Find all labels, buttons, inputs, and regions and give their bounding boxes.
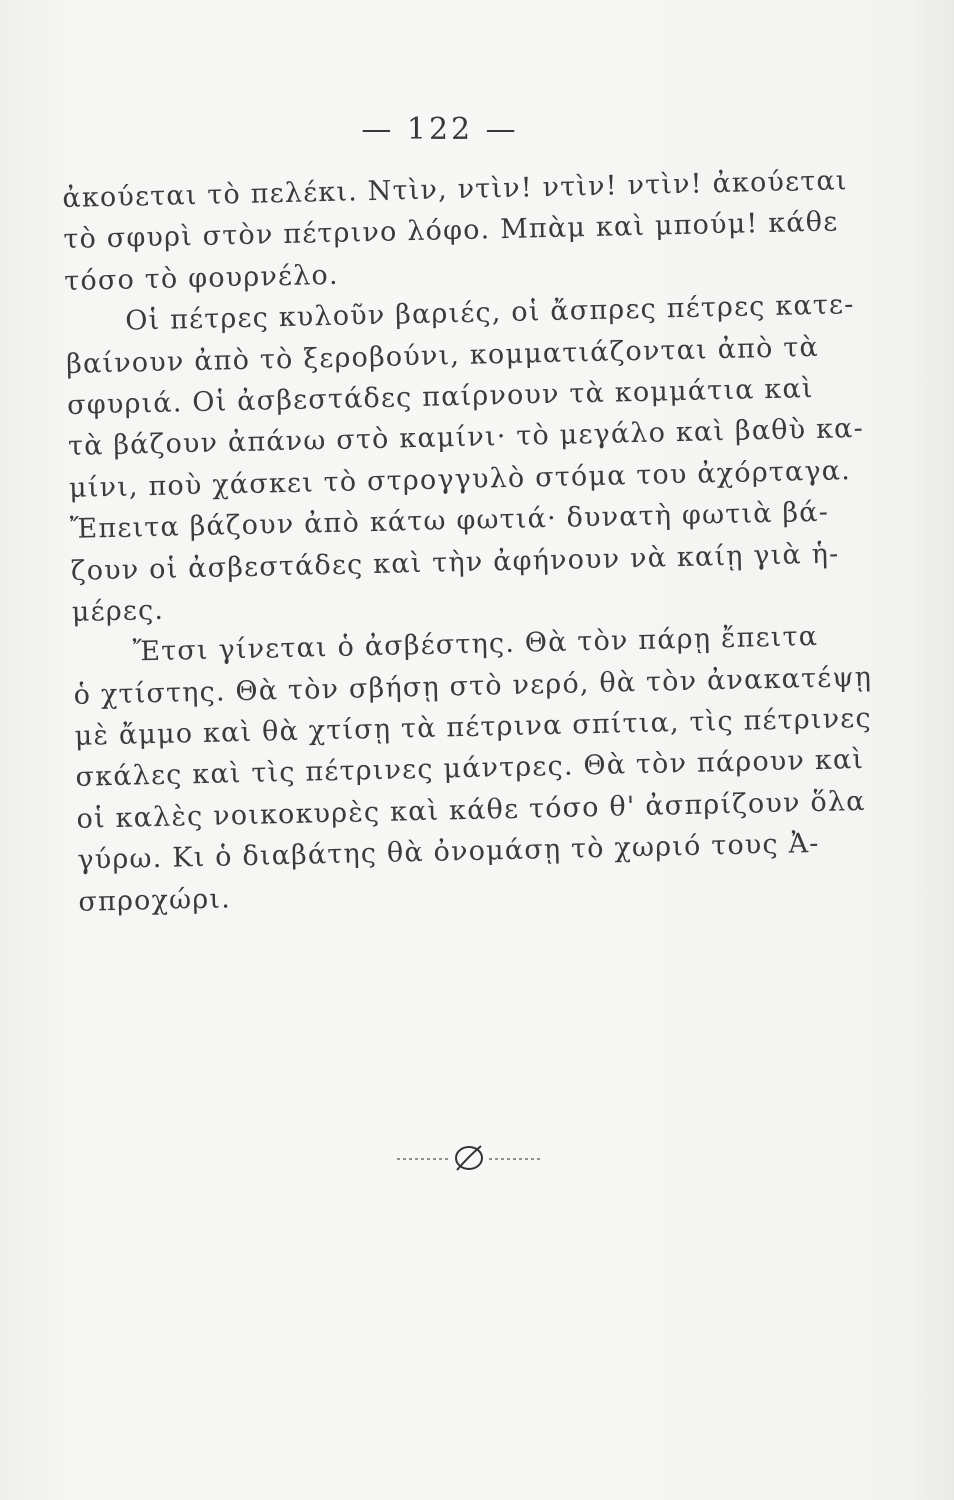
text-line: οἱ καλὲς νοικοκυρὲς καὶ κάθε τόσο θ' ἀσπρίζουν ὅλα (76, 785, 866, 835)
text-line: τὸ σφυρὶ στὸν πέτρινο λόφο. Μπὰμ καὶ μπούμ! κάθε (63, 206, 839, 256)
ornament-flourish-icon (395, 1138, 545, 1178)
text-line: μὲ ἄμμο καὶ θὰ χτίσῃ τὰ πέτρινα σπίτια, τὶς πέτρινες (74, 702, 873, 752)
text-line: Ἔπειτα βάζουν ἀπὸ κάτω φωτιά· δυνατὴ φωτιὰ βά- (69, 496, 830, 546)
text-line: μέρες. (71, 594, 165, 628)
text-line: βαίνουν ἀπὸ τὸ ξεροβούνι, κομματιάζονται ἀπὸ τὰ (65, 331, 820, 380)
text-line: τόσο τὸ φουρνέλο. (63, 259, 340, 297)
text-line: ὁ χτίστης. Θὰ τὸν σβήσῃ στὸ νερό, θὰ τὸν ἀνακατέψῃ (73, 661, 873, 711)
text-line: σφυριά. Οἱ ἀσβεστάδες παίρνουν τὰ κομμάτια καὶ (66, 372, 815, 421)
text-line: Οἱ πέτρες κυλοῦν βαριές, οἱ ἄσπρες πέτρες κατε- (124, 289, 855, 337)
text-line: ζουν οἱ ἀσβεστάδες καὶ τὴν ἀφήνουν νὰ καίῃ γιὰ ἡ- (70, 537, 840, 587)
text-line: σπροχώρι. (78, 882, 232, 918)
text-line: γύρω. Κι ὁ διαβάτης θὰ ὀνομάσῃ τὸ χωριό τους Ἀ- (77, 828, 820, 877)
text-line: Ἔτσι γίνεται ὁ ἀσβέστης. Θὰ τὸν πάρῃ ἔπειτα (132, 621, 819, 668)
page-number: — 122 — (361, 112, 519, 147)
text-line: τὰ βάζουν ἀπάνω στὸ καμίνι· τὸ μεγάλο καὶ βαθὺ κα- (67, 413, 865, 463)
text-line: σκάλες καὶ τὶς πέτρινες μάντρες. Θὰ τὸν πάρουν καὶ (75, 744, 865, 794)
text-line: μίνι, ποὺ χάσκει τὸ στρογγυλὸ στόμα του ἀχόρταγα. (68, 454, 852, 504)
body-text (62, 160, 873, 923)
text-line: ἀκούεται τὸ πελέκι. Ντὶν, ντὶν! ντὶν! ντὶν! ἀκούεται (62, 165, 848, 214)
